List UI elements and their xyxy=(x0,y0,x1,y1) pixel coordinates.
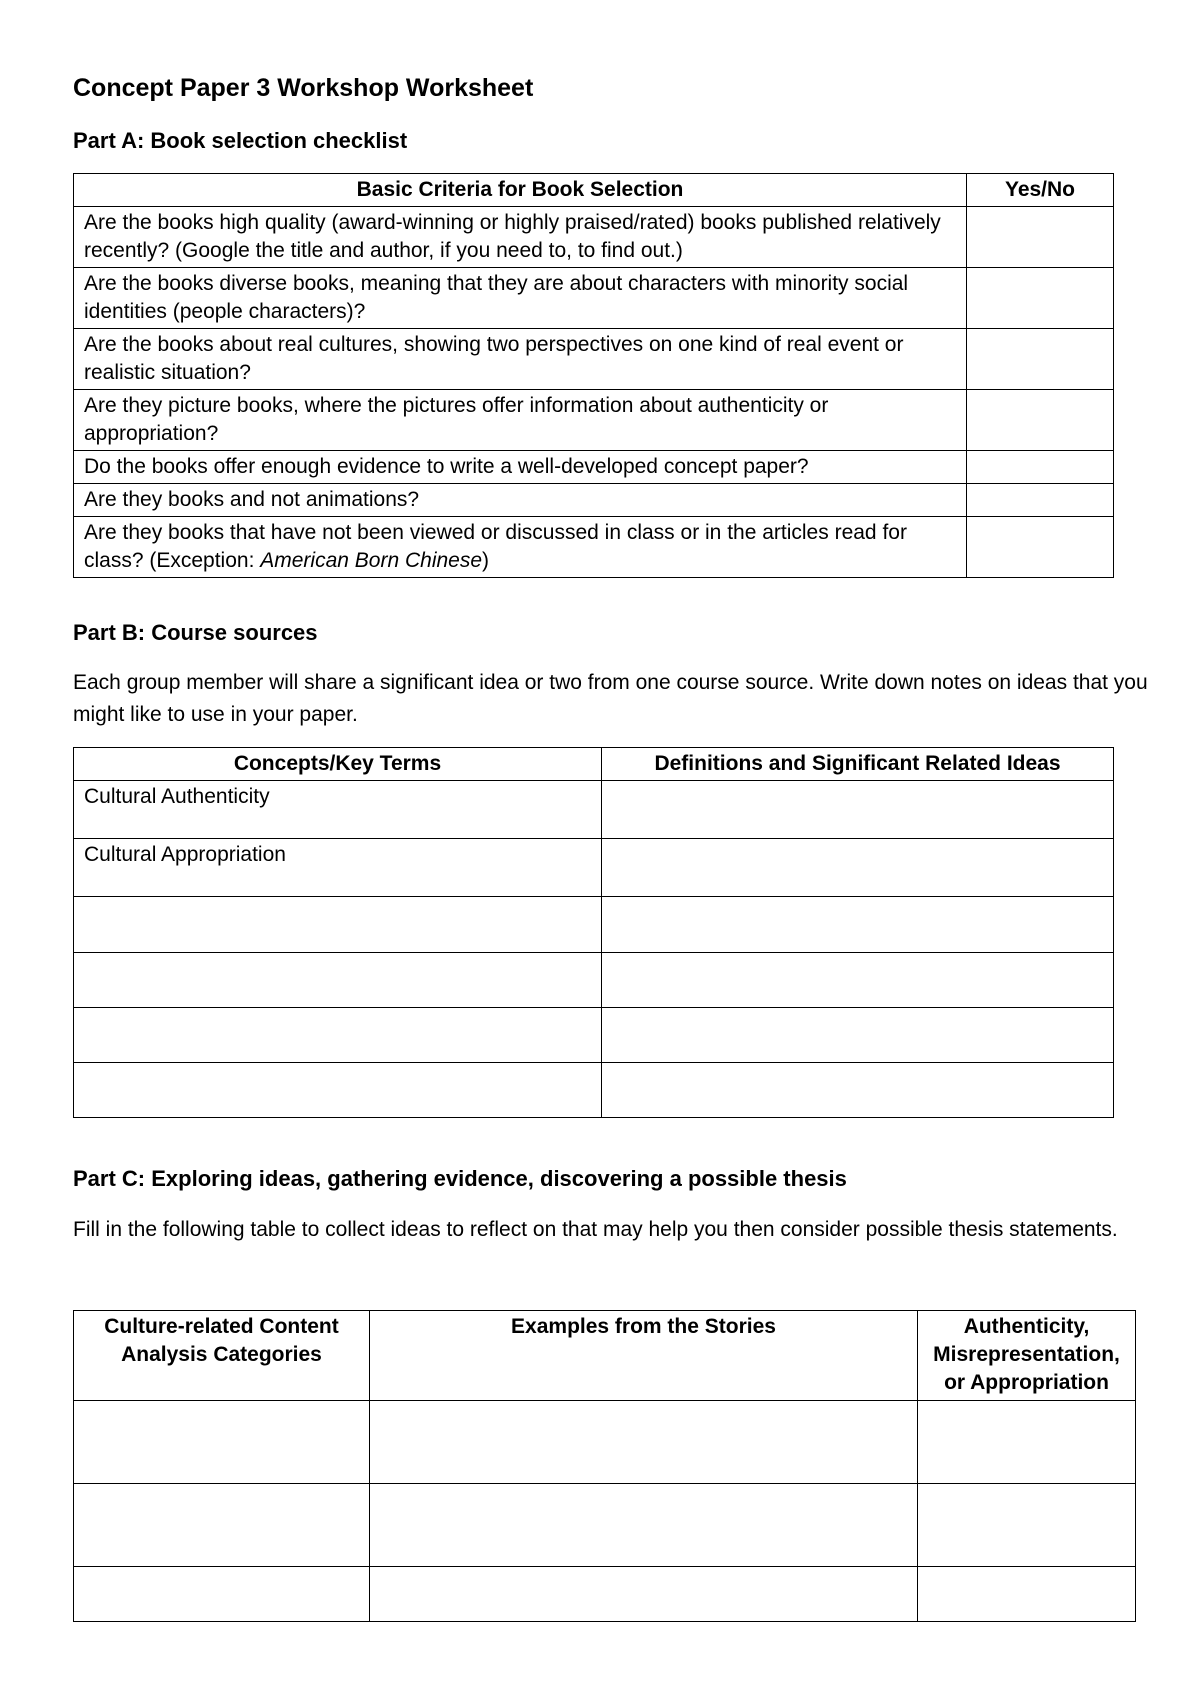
table-row xyxy=(74,1063,1114,1118)
concept-cell: Cultural Authenticity xyxy=(74,781,602,839)
yes-no-cell[interactable] xyxy=(967,484,1114,517)
table-row xyxy=(74,484,1114,517)
concept-cell[interactable] xyxy=(74,1063,602,1118)
column-header-criteria: Basic Criteria for Book Selection xyxy=(74,174,967,207)
table-header-row xyxy=(74,174,1114,207)
table-row xyxy=(74,1484,1136,1567)
concept-cell[interactable] xyxy=(74,1008,602,1063)
column-header-concepts: Concepts/Key Terms xyxy=(74,748,602,781)
criteria-cell: Are the books diverse books, meaning that they are about characters with minority social identities (people characters)? xyxy=(74,268,967,329)
definition-cell[interactable] xyxy=(602,839,1114,897)
book-selection-table xyxy=(73,173,1114,578)
criteria-cell: Are they books that have not been viewed or discussed in class or in the articles read for class? (Exception: American Born Chinese) xyxy=(74,517,967,578)
table-row xyxy=(74,451,1114,484)
definition-cell[interactable] xyxy=(602,897,1114,953)
definition-cell[interactable] xyxy=(602,781,1114,839)
yes-no-cell[interactable] xyxy=(967,390,1114,451)
part-c-instructions: Fill in the following table to collect ideas to reflect on that may help you then consider possible thesis statements. xyxy=(73,1218,1118,1241)
definition-cell[interactable] xyxy=(602,1063,1114,1118)
table-row xyxy=(74,390,1114,451)
part-b-heading: Part B: Course sources xyxy=(73,620,318,645)
examples-cell[interactable] xyxy=(370,1401,918,1484)
table-row xyxy=(74,1567,1136,1622)
table-header-row xyxy=(74,1311,1136,1401)
table-row xyxy=(74,517,1114,578)
table-row xyxy=(74,897,1114,953)
authenticity-cell[interactable] xyxy=(918,1484,1136,1567)
table-row xyxy=(74,1401,1136,1484)
table-row xyxy=(74,268,1114,329)
examples-cell[interactable] xyxy=(370,1484,918,1567)
table-row xyxy=(74,207,1114,268)
authenticity-cell[interactable] xyxy=(918,1567,1136,1622)
part-a-heading: Part A: Book selection checklist xyxy=(73,128,408,153)
criteria-cell: Are the books about real cultures, showing two perspectives on one kind of real event or realistic situation? xyxy=(74,329,967,390)
page-title: Concept Paper 3 Workshop Worksheet xyxy=(73,74,534,102)
column-header-categories: Culture-related Content Analysis Categories xyxy=(74,1311,370,1401)
table-row xyxy=(74,781,1114,839)
table-row xyxy=(74,329,1114,390)
column-header-yes-no: Yes/No xyxy=(967,174,1114,207)
authenticity-cell[interactable] xyxy=(918,1401,1136,1484)
column-header-examples: Examples from the Stories xyxy=(370,1311,918,1401)
criteria-cell: Are they books and not animations? xyxy=(74,484,967,517)
definition-cell[interactable] xyxy=(602,953,1114,1008)
category-cell[interactable] xyxy=(74,1401,370,1484)
category-cell[interactable] xyxy=(74,1567,370,1622)
table-row xyxy=(74,1008,1114,1063)
yes-no-cell[interactable] xyxy=(967,517,1114,578)
examples-cell[interactable] xyxy=(370,1567,918,1622)
table-row xyxy=(74,953,1114,1008)
italic-book-title: American Born Chinese xyxy=(260,549,483,572)
yes-no-cell[interactable] xyxy=(967,268,1114,329)
criteria-cell: Are they picture books, where the pictures offer information about authenticity or appropriation? xyxy=(74,390,967,451)
yes-no-cell[interactable] xyxy=(967,329,1114,390)
table-header-row xyxy=(74,748,1114,781)
category-cell[interactable] xyxy=(74,1484,370,1567)
column-header-authenticity: Authenticity, Misrepresentation, or Appropriation xyxy=(918,1311,1136,1401)
exploring-ideas-table xyxy=(73,1310,1136,1622)
concept-cell: Cultural Appropriation xyxy=(74,839,602,897)
definition-cell[interactable] xyxy=(602,1008,1114,1063)
column-header-definitions: Definitions and Significant Related Ideas xyxy=(602,748,1114,781)
criteria-cell: Are the books high quality (award-winning or highly praised/rated) books published relatively recently? (Google the title and author, if you need to, to find out.) xyxy=(74,207,967,268)
criteria-cell: Do the books offer enough evidence to write a well-developed concept paper? xyxy=(74,451,967,484)
yes-no-cell[interactable] xyxy=(967,451,1114,484)
concept-cell[interactable] xyxy=(74,953,602,1008)
course-sources-table xyxy=(73,747,1114,1118)
table-row xyxy=(74,839,1114,897)
yes-no-cell[interactable] xyxy=(967,207,1114,268)
part-b-instructions: Each group member will share a significant idea or two from one course source. Write down notes on ideas that you might like to use in your paper. xyxy=(73,671,1148,726)
concept-cell[interactable] xyxy=(74,897,602,953)
part-c-heading: Part C: Exploring ideas, gathering evidence, discovering a possible thesis xyxy=(73,1166,847,1191)
